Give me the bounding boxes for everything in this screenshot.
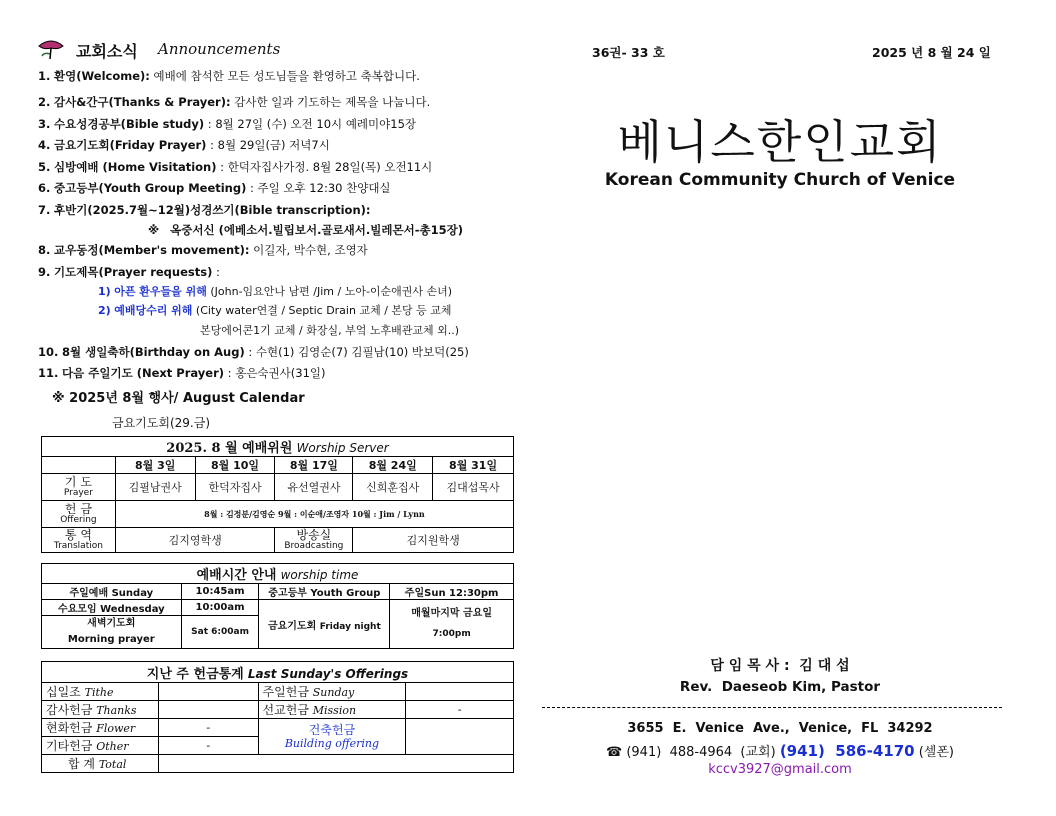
item-title: 옥중서신 (에베소서.빌립보서.골로새서.빌레몬서-총15장) [170, 223, 463, 237]
announcement-9 [38, 265, 220, 279]
section-title-ko: 교회소식 [76, 42, 138, 61]
item-title: 예배당수리 위해 [114, 304, 193, 317]
label-en: Other [96, 740, 129, 753]
item-text: (John-임요안나 남편 /Jim / 노아-이순애권사 손녀) [206, 285, 453, 298]
sunday-offering-label [258, 683, 406, 701]
phone-icon: ☎ [606, 745, 623, 760]
flower-value: - [158, 719, 258, 737]
youth-group-label: 중고등부 Youth Group [259, 584, 390, 600]
translation-label [42, 528, 116, 553]
friday-prayer-label [259, 600, 390, 649]
item-number: 9. [38, 265, 51, 279]
item-title: 8월 생일축하(Birthday on Aug) [62, 345, 245, 359]
calendar-heading: ※ 2025년 8월 행사/ August Calendar [52, 391, 305, 406]
tithe-label [42, 683, 159, 701]
offering-schedule: 8월 : 김정분/김영순 9월 : 이순애/조영자 10월 : Jim / Lynn [115, 501, 513, 528]
label-ko: 기타헌금 [46, 739, 93, 753]
prayer-cell: 한덕자집사 [195, 474, 275, 501]
prayer-request-2-cont [200, 324, 459, 338]
section-title-en: Announcements [158, 40, 281, 58]
label-ko: 기 도 [64, 475, 92, 489]
item-number: 11. [38, 366, 59, 380]
label-en: Mission [312, 704, 357, 717]
sunday-offering-value [406, 683, 514, 701]
prayer-cell: 김대섭목사 [433, 474, 514, 501]
prayer-request-2 [98, 304, 452, 318]
announcement-1 [38, 69, 420, 83]
item-number: 1. [38, 69, 51, 83]
item-text: : 주일 오후 12:30 찬양대실 [246, 181, 391, 195]
contact-phones [560, 741, 1000, 760]
label-en: Offering [60, 515, 97, 525]
item-marker: ※ [148, 223, 160, 237]
sunday-service-time: 10:45am [181, 584, 259, 600]
item-title: 다음 주일기도 (Next Prayer) [62, 366, 225, 380]
announcement-8 [38, 243, 368, 257]
item-number: 1) [98, 285, 111, 298]
item-title: 기도제목(Prayer requests) [54, 265, 213, 279]
church-name-ko: 베니스한인교회 [617, 115, 943, 169]
item-number: 3. [38, 117, 51, 131]
offering-label [42, 501, 116, 528]
date-header: 8월 17일 [275, 457, 353, 474]
bulletin-date: 2025 년 8 월 24 일 [872, 45, 991, 60]
volume-number: 36권- 33 호 [592, 45, 665, 60]
flower-icon [36, 38, 66, 60]
church-name-en: Korean Community Church of Venice [604, 170, 956, 190]
date-header: 8월 24일 [353, 457, 433, 474]
worship-server-table [41, 436, 514, 553]
label-en: Building offering [284, 736, 380, 750]
table-title-en: worship time [280, 568, 359, 582]
table-title-ko: 예배시간 안내 [196, 568, 277, 583]
church-email[interactable]: kccv3927@gmail.com [708, 762, 852, 777]
label-ko: 금요기도회 [267, 620, 317, 632]
item-number: 4. [38, 138, 51, 152]
sunday-service-label: 주일예배 Sunday [42, 584, 182, 600]
item-title: 감사&간구(Thanks & Prayer): [54, 95, 231, 109]
announcement-4 [38, 138, 330, 152]
total-value [158, 755, 513, 773]
office-phone[interactable]: (941) 488-4964 (교회) [626, 745, 776, 760]
youth-group-time: 주일Sun 12:30pm [390, 584, 514, 600]
wednesday-time: 10:00am [181, 600, 259, 616]
worship-time-table [41, 563, 514, 649]
item-text: : [212, 265, 220, 279]
divider-line [542, 707, 1002, 708]
pastor-name-en: Rev. Daeseob Kim, Pastor [679, 679, 881, 695]
date-header: 8월 3일 [115, 457, 195, 474]
announcement-6 [38, 181, 391, 195]
item-text: 이길자, 박수현, 조영자 [249, 243, 368, 257]
announcement-10 [38, 345, 469, 359]
item-text: : 8월 29일(금) 저녁7시 [206, 138, 330, 152]
item-number: 10. [38, 345, 59, 359]
time-value: 7:00pm [432, 629, 471, 639]
item-number: 6. [38, 181, 51, 195]
label-en: Thanks [96, 704, 137, 717]
mission-label [258, 701, 406, 719]
item-title: 중고등부(Youth Group Meeting) [54, 181, 247, 195]
other-label [42, 737, 159, 755]
label-en: Broadcasting [284, 541, 344, 551]
item-text: 본당에어콘1기 교체 / 화장실, 부엌 노후배관교체 외..) [200, 324, 459, 337]
label-en: Total [98, 758, 127, 771]
other-value: - [158, 737, 258, 755]
table-title-ko: 2025. 8 월 예배위원 [166, 441, 293, 456]
building-offering-label [258, 719, 406, 755]
label-en: Friday night [319, 621, 381, 632]
prayer-cell: 유선열권사 [275, 474, 353, 501]
label-ko: 십일조 [46, 685, 81, 699]
item-number: 2) [98, 304, 111, 317]
mission-value: - [406, 701, 514, 719]
announcement-7-sub [148, 223, 463, 237]
item-text: (City water연결 / Septic Drain 교체 / 본당 등 교체 [192, 304, 452, 317]
thanks-label [42, 701, 159, 719]
item-text: 감사한 일과 기도하는 제목을 나눕니다. [230, 95, 431, 109]
offerings-title [42, 662, 514, 683]
item-text: : 홍은숙권사(31일) [224, 366, 326, 380]
translation-cell: 김지영학생 [115, 528, 275, 553]
morning-prayer-label [42, 616, 182, 649]
label-ko: 감사헌금 [46, 703, 93, 717]
total-label [42, 755, 159, 773]
flower-label [42, 719, 159, 737]
broadcast-cell: 김지원학생 [353, 528, 514, 553]
label-ko: 새벽기도회 [87, 618, 136, 629]
building-offering-value [406, 719, 514, 755]
label-en: Tithe [84, 686, 114, 699]
corner-cell [42, 457, 116, 474]
label-en: Flower [96, 722, 136, 735]
item-text: 예배에 참석한 모든 성도님들을 환영하고 축복합니다. [149, 69, 420, 83]
item-text: : 수현(1) 김영순(7) 김필남(10) 박보덕(25) [244, 345, 469, 359]
item-number: 8. [38, 243, 51, 257]
item-title: 수요성경공부(Bible study) [54, 117, 205, 131]
item-title: 교우동정(Member's movement): [54, 243, 250, 257]
thanks-value [158, 701, 258, 719]
announcement-2 [38, 95, 430, 109]
calendar-item: 금요기도회(29.금) [112, 416, 210, 430]
friday-prayer-time [390, 600, 514, 649]
wednesday-label: 수요모임 Wednesday [42, 600, 182, 616]
label-ko: 합 계 [68, 757, 95, 771]
cell-phone-label: (셀폰) [918, 745, 954, 760]
item-number: 2. [38, 95, 51, 109]
label-ko: 주일헌금 [262, 685, 309, 699]
announcement-11 [38, 366, 325, 380]
announcement-5 [38, 160, 432, 174]
label-ko: 헌 금 [64, 502, 92, 516]
worship-time-title [42, 564, 514, 584]
date-header: 8월 31일 [433, 457, 514, 474]
item-title: 후반기(2025.7월~12월)성경쓰기(Bible transcription): [54, 203, 371, 217]
announcement-7 [38, 203, 370, 217]
table-title-en: Worship Server [296, 441, 389, 455]
date-header: 8월 10일 [195, 457, 275, 474]
prayer-label [42, 474, 116, 501]
label-en: Prayer [63, 488, 93, 498]
item-title: 아픈 환우들을 위해 [114, 285, 207, 298]
worship-server-title [42, 437, 514, 457]
item-title: 환영(Welcome): [54, 69, 150, 83]
announcement-3 [38, 117, 416, 131]
table-title-en: Last Sunday's Offerings [247, 666, 409, 681]
time-note: 매월마지막 금요일 [411, 608, 493, 619]
label-en: Sunday [312, 686, 355, 699]
item-text: : 한덕자집사가정. 8월 28일(목) 오전11시 [216, 160, 433, 174]
offerings-table [41, 661, 514, 773]
item-title: 심방예배 (Home Visitation) [54, 160, 217, 174]
prayer-request-1 [98, 285, 452, 299]
label-en: Translation [53, 541, 103, 551]
item-title: 금요기도회(Friday Prayer) [54, 138, 207, 152]
table-title-ko: 지난 주 헌금통계 [146, 666, 244, 682]
label-ko: 선교헌금 [262, 703, 309, 717]
label-ko: 현화헌금 [46, 721, 93, 735]
label-ko: 통 역 [64, 528, 92, 542]
cell-phone[interactable]: (941) 586-4170 [779, 742, 915, 760]
broadcast-label [275, 528, 353, 553]
item-number: 5. [38, 160, 51, 174]
item-number: 7. [38, 203, 51, 217]
prayer-cell: 신희훈집사 [353, 474, 433, 501]
pastor-name-ko: 담 임 목 사 : 김 대 섭 [710, 658, 850, 674]
tithe-value [158, 683, 258, 701]
label-ko: 방송실 [296, 528, 332, 542]
prayer-cell: 김필남권사 [115, 474, 195, 501]
church-address: 3655 E. Venice Ave., Venice, FL 34292 [627, 721, 933, 736]
label-en: Morning prayer [67, 634, 155, 645]
label-ko: 건축헌금 [308, 722, 356, 737]
morning-prayer-time: Sat 6:00am [181, 616, 259, 649]
item-text: : 8월 27일 (수) 오전 10시 예레미야15장 [204, 117, 416, 131]
